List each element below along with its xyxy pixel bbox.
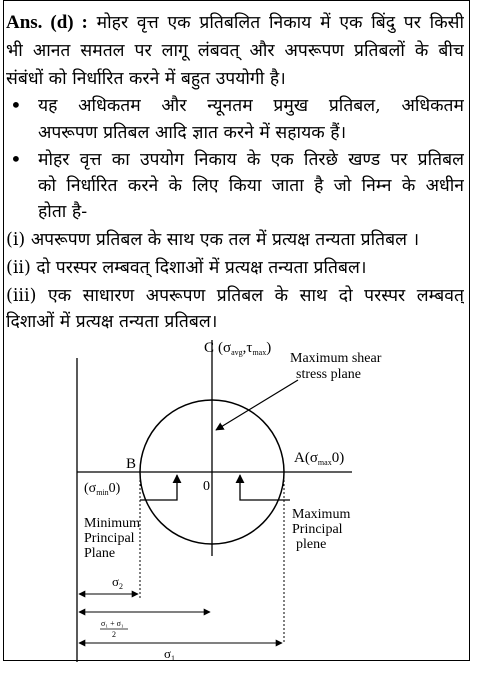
origin-label: 0 — [203, 479, 210, 494]
shear-plane-label: Maximum shear stress plane — [290, 351, 382, 382]
b-coordinate-label: $(\sigma_{min}0)$ — [84, 481, 121, 497]
min-principal-plane-symbol — [140, 475, 177, 500]
min-principal-plane-label: Minimum Principal Plane — [84, 516, 141, 561]
bullet-2-line-1: मोहर वृत्त का उपयोग निकाय के एक तिरछे खण्ड पर प्रतिबल — [38, 150, 464, 170]
bullet-1-line-1: यह अधिकतम और न्यूनतम प्रमुख प्रतिबल, अधिकतम — [38, 96, 464, 116]
bullet-dot-1: • — [10, 93, 22, 117]
sigma2-label: $\sigma_2$ — [112, 574, 124, 591]
max-principal-plane-label: Maximum Principal plene — [292, 507, 351, 552]
average-fraction-numerator: σ₁ + σ₁ — [101, 619, 124, 628]
list-item-2: (ii) दो परस्पर लम्बवत् दिशाओं में प्रत्यक्ष तन्यता प्रतिबल। — [6, 258, 367, 278]
bullet-2-line-3: होता है- — [38, 202, 88, 222]
list-item-1: (i) अपरूपण प्रतिबल के साथ एक तल में प्रत्यक्ष तन्यता प्रतिबल । — [6, 230, 420, 250]
answer-line-3: संबंधों को निर्धारित करने में बहुत उपयोगी है। — [6, 69, 286, 89]
point-b-label: B — [126, 456, 137, 472]
answer-line-2: भी आनत समतल पर लागू लंबवत् और अपरूपण प्रतिबलों के बीच — [6, 41, 464, 61]
list-item-3-line-1: (iii) एक साधारण अपरूपण प्रतिबल के साथ दो परस्पर लम्बवत् — [6, 286, 464, 306]
shear-plane-pointer — [216, 380, 298, 430]
sigma1-label: $\sigma_1$ — [164, 646, 176, 663]
point-a-label: $A(\sigma_{max}0)$ — [294, 450, 345, 467]
answer-label: Ans. (d) : — [6, 12, 88, 33]
average-fraction-denominator: 2 — [112, 630, 116, 639]
bullet-2-line-2: को निर्धारित करने के लिए किया जाता है जो निम्न के अधीन — [38, 176, 464, 196]
list-item-3-line-2: दिशाओं में प्रत्यक्ष तन्यता प्रतिबल। — [6, 312, 218, 332]
bullet-1-line-2: अपरूपण प्रतिबल आदि ज्ञात करने में सहायक हैं। — [38, 123, 347, 143]
answer-line-1: Ans. (d) : मोहर वृत्त एक प्रतिबलित निकाय में एक बिंदु पर किसी — [6, 12, 464, 33]
bullet-dot-2: • — [10, 147, 22, 171]
point-c-label: C $(\sigma_{avg},\tau_{max})$ — [204, 340, 272, 357]
